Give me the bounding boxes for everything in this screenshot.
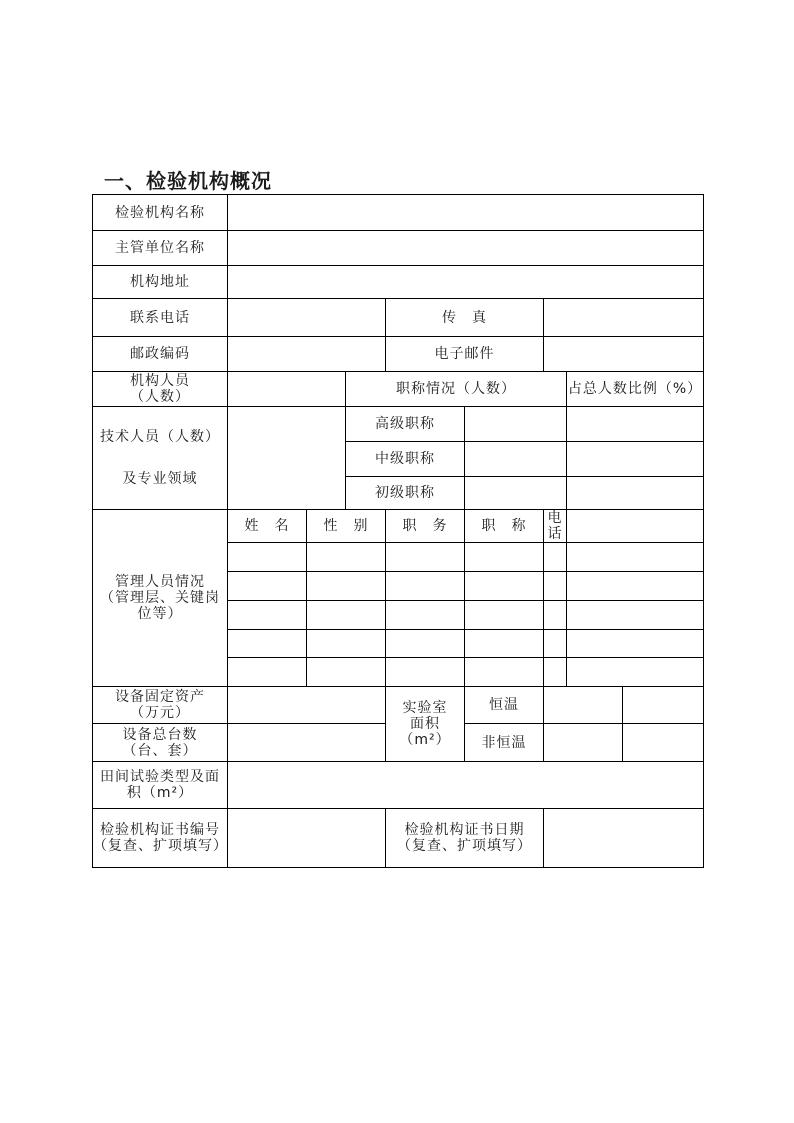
mgmt-cell[interactable] — [386, 630, 465, 658]
senior-ratio-field[interactable] — [567, 407, 704, 442]
lab-area-label — [386, 687, 465, 762]
mgmt-cell[interactable] — [386, 601, 465, 630]
field-trial-field[interactable] — [228, 762, 704, 809]
staff-count-label — [93, 372, 228, 407]
mgmt-cell[interactable] — [544, 658, 567, 687]
mgmt-header-gender: 性 别 — [307, 510, 386, 543]
mgmt-cell[interactable] — [307, 601, 386, 630]
certificate-date-label-line1: 检验机构证书日期 — [404, 822, 525, 838]
fax-field[interactable] — [544, 299, 704, 337]
mgmt-cell[interactable] — [228, 630, 307, 658]
certificate-date-label-line2: （复查、扩项填写） — [397, 838, 532, 854]
certificate-number-label — [93, 809, 228, 868]
mgmt-cell[interactable] — [544, 601, 567, 630]
tech-staff-label-line1: 技术人员（人数） — [100, 429, 220, 445]
mgmt-header-name-2 — [567, 510, 704, 543]
supervisor-label: 主管单位名称 — [93, 231, 228, 266]
field-trial-label-line2: 积（m²） — [126, 785, 194, 801]
junior-ratio-field[interactable] — [567, 477, 704, 510]
certificate-date-field[interactable] — [544, 809, 704, 868]
page-title: 一、检验机构概况 — [104, 169, 272, 193]
email-field[interactable] — [544, 337, 704, 372]
mgmt-header-phone: 电 话 — [544, 510, 567, 543]
postcode-field[interactable] — [228, 337, 386, 372]
mgmt-cell[interactable] — [228, 572, 307, 601]
certificate-date-label — [386, 809, 544, 868]
staff-count-field[interactable] — [228, 372, 346, 407]
nonconstant-temp-extra-field[interactable] — [623, 724, 704, 762]
tech-staff-label — [93, 407, 228, 510]
address-field[interactable] — [228, 266, 704, 299]
equipment-count-label-line1: 设备总台数 — [122, 726, 198, 743]
staff-count-label-line1: 机构人员 — [130, 373, 190, 389]
mgmt-cell[interactable] — [307, 658, 386, 687]
junior-title-label: 初级职称 — [346, 477, 465, 510]
mgmt-cell[interactable] — [465, 630, 544, 658]
fax-label: 传 真 — [386, 299, 544, 337]
mgmt-cell[interactable] — [567, 601, 704, 630]
organization-overview-table — [92, 194, 704, 868]
mgmt-cell[interactable] — [307, 543, 386, 572]
management-staff-label-line2: （管理层、关键岗 — [100, 590, 220, 606]
management-staff-label-line1: 管理人员情况 — [115, 574, 205, 590]
tech-staff-label-line2: 及专业领域 — [122, 471, 198, 487]
middle-title-label: 中级职称 — [346, 442, 465, 477]
management-staff-label — [93, 510, 228, 687]
mgmt-cell[interactable] — [228, 658, 307, 687]
mgmt-cell[interactable] — [567, 630, 704, 658]
middle-ratio-field[interactable] — [567, 442, 704, 477]
mgmt-cell[interactable] — [465, 601, 544, 630]
field-trial-label-line1: 田间试验类型及面 — [100, 769, 220, 785]
phone-label: 联系电话 — [93, 299, 228, 337]
mgmt-cell[interactable] — [544, 543, 567, 572]
mgmt-header-title: 职 称 — [465, 510, 544, 543]
org-name-label: 检验机构名称 — [93, 195, 228, 231]
constant-temp-field[interactable] — [544, 687, 623, 724]
senior-title-label: 高级职称 — [346, 407, 465, 442]
equipment-count-field[interactable] — [228, 724, 386, 762]
mgmt-cell[interactable] — [386, 658, 465, 687]
address-label: 机构地址 — [93, 266, 228, 299]
equipment-count-label — [93, 724, 228, 762]
mgmt-cell[interactable] — [228, 601, 307, 630]
staff-count-label-line2: （人数） — [130, 389, 190, 405]
fixed-assets-label-line2: （万元） — [130, 705, 190, 721]
mgmt-cell[interactable] — [307, 572, 386, 601]
supervisor-field[interactable] — [228, 231, 704, 266]
mgmt-cell[interactable] — [228, 543, 307, 572]
equipment-count-label-line2: （台、套） — [122, 742, 198, 759]
mgmt-cell[interactable] — [567, 658, 704, 687]
mgmt-cell[interactable] — [386, 572, 465, 601]
nonconstant-temp-label: 非恒温 — [465, 724, 544, 762]
mgmt-cell[interactable] — [465, 543, 544, 572]
certificate-number-label-line2: （复查、扩项填写） — [93, 838, 228, 854]
mgmt-cell[interactable] — [567, 543, 704, 572]
certificate-number-label-line1: 检验机构证书编号 — [100, 822, 220, 838]
mgmt-header-position: 职 务 — [386, 510, 465, 543]
fixed-assets-field[interactable] — [228, 687, 386, 724]
mgmt-cell[interactable] — [567, 572, 704, 601]
mgmt-header-name: 姓 名 — [228, 510, 307, 543]
fixed-assets-label — [93, 687, 228, 724]
ratio-header: 占总人数比例（%） — [567, 372, 704, 407]
junior-count-field[interactable] — [465, 477, 567, 510]
constant-temp-label: 恒温 — [465, 687, 544, 724]
mgmt-cell[interactable] — [386, 543, 465, 572]
phone-field[interactable] — [228, 299, 386, 337]
lab-area-label-line1: 实验室 — [402, 700, 448, 716]
nonconstant-temp-field[interactable] — [544, 724, 623, 762]
constant-temp-extra-field[interactable] — [623, 687, 704, 724]
mgmt-cell[interactable] — [465, 572, 544, 601]
lab-area-label-line3: （m²） — [399, 732, 451, 748]
tech-staff-field[interactable] — [228, 407, 346, 510]
field-trial-label — [93, 762, 228, 809]
org-name-field[interactable] — [228, 195, 704, 231]
mgmt-cell[interactable] — [544, 630, 567, 658]
email-label: 电子邮件 — [386, 337, 544, 372]
lab-area-label-line2: 面积 — [410, 716, 440, 732]
certificate-number-field[interactable] — [228, 809, 386, 868]
management-staff-label-line3: 位等） — [137, 606, 183, 622]
postcode-label: 邮政编码 — [93, 337, 228, 372]
middle-count-field[interactable] — [465, 442, 567, 477]
mgmt-cell[interactable] — [465, 658, 544, 687]
mgmt-cell[interactable] — [307, 630, 386, 658]
mgmt-cell[interactable] — [544, 572, 567, 601]
senior-count-field[interactable] — [465, 407, 567, 442]
fixed-assets-label-line1: 设备固定资产 — [115, 689, 205, 705]
title-situation-header: 职称情况（人数） — [346, 372, 567, 407]
